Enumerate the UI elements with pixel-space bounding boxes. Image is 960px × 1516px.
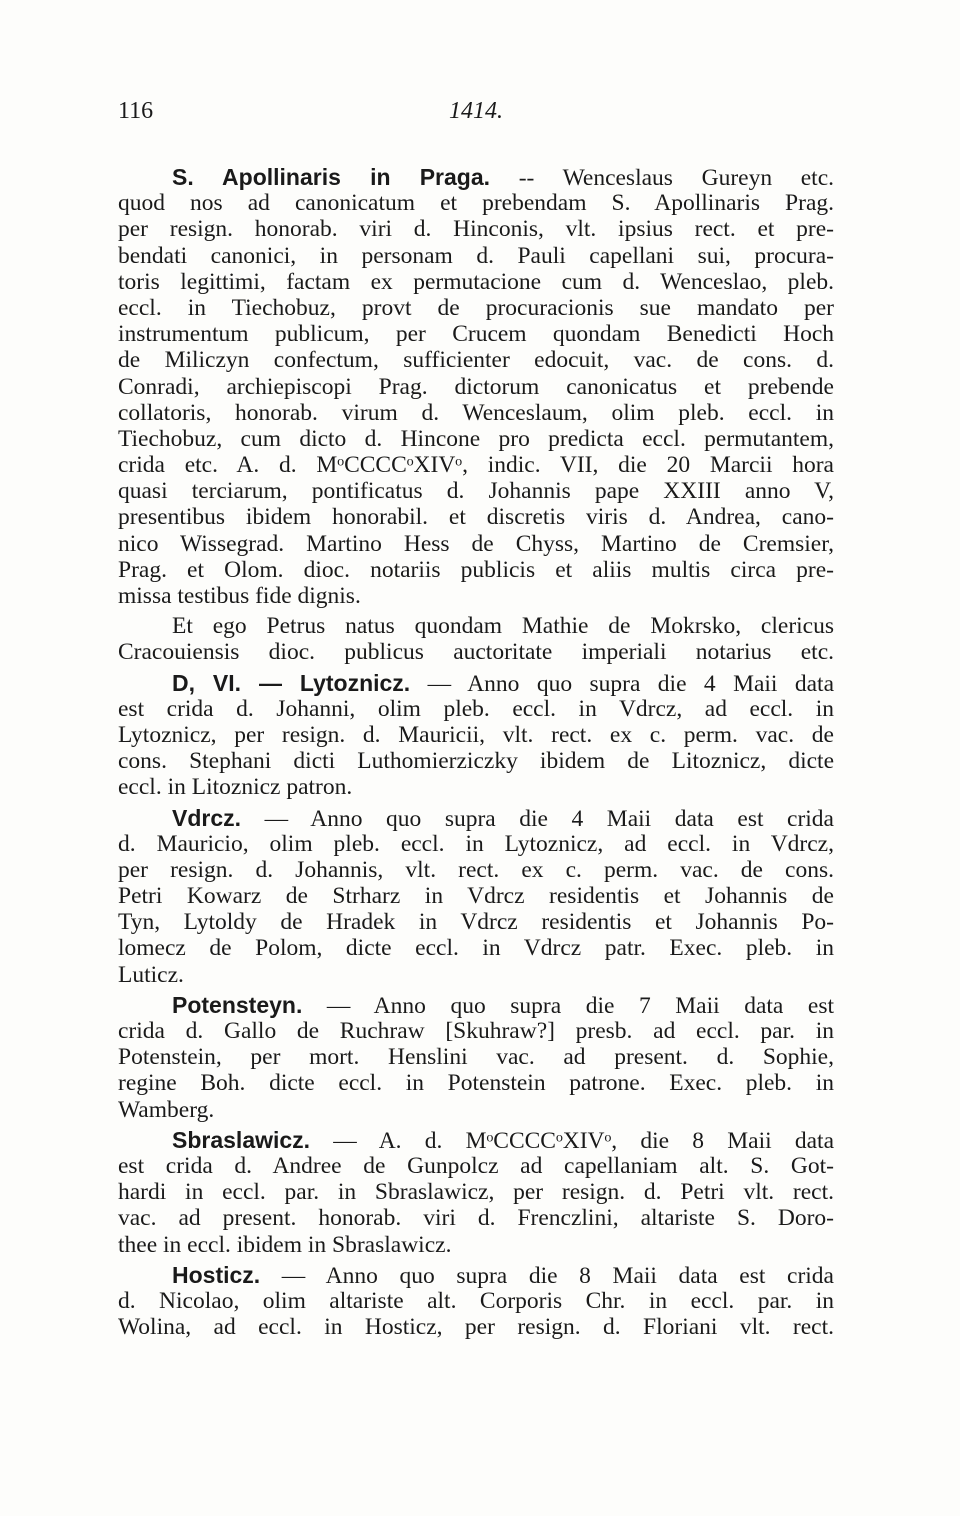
text-line: eccl. in Tiechobuz, provt de procuracionis sue mandato per: [118, 294, 834, 321]
text-line: regine Boh. dicte eccl. in Potenstein patrone. Exec. pleb. in: [118, 1070, 834, 1097]
text-line: Tyn, Lytoldy de Hradek in Vdrcz residentis et Johannis Po-: [118, 909, 834, 936]
text-line: crida etc. A. d. MᵒCCCCᵒXIVᵒ, indic. VII, die 20 Marcii hora: [118, 452, 834, 479]
text-line: thee in eccl. ibidem in Sbraslawicz.: [118, 1231, 452, 1258]
text-line: nico Wissegrad. Martino Hess de Chyss, Martino de Cremsier,: [118, 530, 834, 557]
text-line: Prag. et Olom. dioc. notariis publicis et aliis multis circa pre-: [118, 556, 834, 583]
entry-heading: Vdrcz.: [172, 804, 242, 831]
entry-potensteyn: [118, 992, 834, 1123]
text-line: vac. ad present. honorab. viri d. Frenczlini, altariste S. Doro-: [118, 1205, 834, 1232]
text-line: [118, 992, 834, 1018]
text-line: Wolina, ad eccl. in Hosticz, per resign. d. Floriani vlt. rect.: [118, 1314, 834, 1341]
entry-notary: [118, 613, 834, 665]
line-text: — Anno quo supra die 4 Maii data: [410, 670, 835, 697]
text-line: d. Mauricio, olim pleb. eccl. in Lytoznicz, ad eccl. in Vdrcz,: [118, 830, 834, 857]
line-text: — Anno quo supra die 7 Maii data est: [302, 992, 834, 1019]
text-line: Potenstein, per mort. Henslini vac. ad present. d. Sophie,: [118, 1044, 834, 1071]
text-line: hardi in eccl. par. in Sbraslawicz, per resign. d. Petri vlt. rect.: [118, 1179, 834, 1206]
body-text: [118, 160, 834, 1340]
text-line: quasi terciarum, pontificatus d. Johannis pape XXIII anno V,: [118, 478, 834, 505]
text-line: Lytoznicz, per resign. d. Mauricii, vlt. rect. ex c. perm. vac. de: [118, 721, 834, 748]
entry-hosticz: [118, 1262, 834, 1341]
text-line: [118, 1262, 834, 1288]
text-line: d. Nicolao, olim altariste alt. Corporis Chr. in eccl. par. in: [118, 1287, 834, 1314]
running-head: [118, 98, 834, 134]
text-line: [118, 670, 834, 696]
text-line: per resign. honorab. viri d. Hinconis, vlt. ipsius rect. et pre-: [118, 216, 834, 243]
text-line: est crida d. Andree de Gunpolcz ad capellaniam alt. S. Got-: [118, 1152, 834, 1179]
line-text: -- Wenceslaus Gureyn etc.: [490, 165, 835, 191]
text-line: crida d. Gallo de Ruchraw [Skuhraw?] presb. ad eccl. par. in: [118, 1018, 834, 1044]
running-head-year: 1414.: [449, 98, 503, 124]
text-line: Luticz.: [118, 961, 184, 988]
text-line: de Miliczyn confectum, sufficienter edocuit, vac. de cons. d.: [118, 347, 834, 374]
entry-heading: S. Apollinaris in Praga.: [172, 164, 491, 190]
text-line: Conradi, archiepiscopi Prag. dictorum canonicatus et prebende: [118, 373, 834, 400]
entry-heading: Sbraslawicz.: [172, 1126, 311, 1153]
text-line: [118, 1127, 834, 1153]
text-line: Wamberg.: [118, 1096, 215, 1123]
text-line: eccl. in Litoznicz patron.: [118, 774, 353, 801]
entry-vdrcz: [118, 805, 834, 988]
text-line: Cracouiensis dioc. publicus auctoritate imperiali notarius etc.: [118, 639, 834, 666]
text-line: quod nos ad canonicatum et prebendam S. Apollinaris Prag.: [118, 190, 834, 217]
text-line: [118, 164, 834, 190]
page-number: 116: [118, 98, 154, 124]
text-line: instrumentum publicum, per Crucem quondam Benedicti Hoch: [118, 321, 834, 348]
text-line: per resign. d. Johannis, vlt. rect. ex c. perm. vac. de cons.: [118, 856, 834, 883]
line-text: — Anno quo supra die 4 Maii data est crida: [241, 805, 834, 832]
entry-sbraslawicz: [118, 1127, 834, 1258]
text-line: toris legittimi, factam ex permutacione cum d. Wenceslao, pleb.: [118, 268, 834, 295]
entry-apollinaris: [118, 164, 834, 609]
text-line: missa testibus fide dignis.: [118, 583, 361, 609]
text-line: Petri Kowarz de Strharz in Vdrcz residentis et Johannis de: [118, 883, 834, 910]
text-line: lomecz de Polom, dicte eccl. in Vdrcz patr. Exec. pleb. in: [118, 935, 834, 962]
text-line: cons. Stephani dicti Luthomierziczky ibidem de Litoznicz, dicte: [118, 748, 834, 775]
text-line: [118, 805, 834, 831]
text-line: collatoris, honorab. virum d. Wenceslaum, olim pleb. eccl. in: [118, 399, 834, 426]
entry-heading: D, VI. — Lytoznicz.: [172, 669, 411, 696]
line-text: — A. d. MᵒCCCCᵒXIVᵒ, die 8 Maii data: [310, 1127, 834, 1154]
text-line: bendati canonici, in personam d. Pauli capellani sui, procura-: [118, 242, 834, 269]
text-line: Tiechobuz, cum dicto d. Hincone pro predicta eccl. permutantem,: [118, 425, 834, 452]
line-text: — Anno quo supra die 8 Maii data est crida: [260, 1262, 834, 1289]
entry-lytoznicz: [118, 670, 834, 801]
entry-heading: Potensteyn.: [172, 991, 303, 1018]
text-line: presentibus ibidem honorabil. et discretis viris d. Andrea, cano-: [118, 504, 834, 531]
entry-heading: Hosticz.: [172, 1261, 261, 1288]
text-line: est crida d. Johanni, olim pleb. eccl. in Vdrcz, ad eccl. in: [118, 695, 834, 722]
text-line: Et ego Petrus natus quondam Mathie de Mokrsko, clericus: [172, 613, 834, 640]
